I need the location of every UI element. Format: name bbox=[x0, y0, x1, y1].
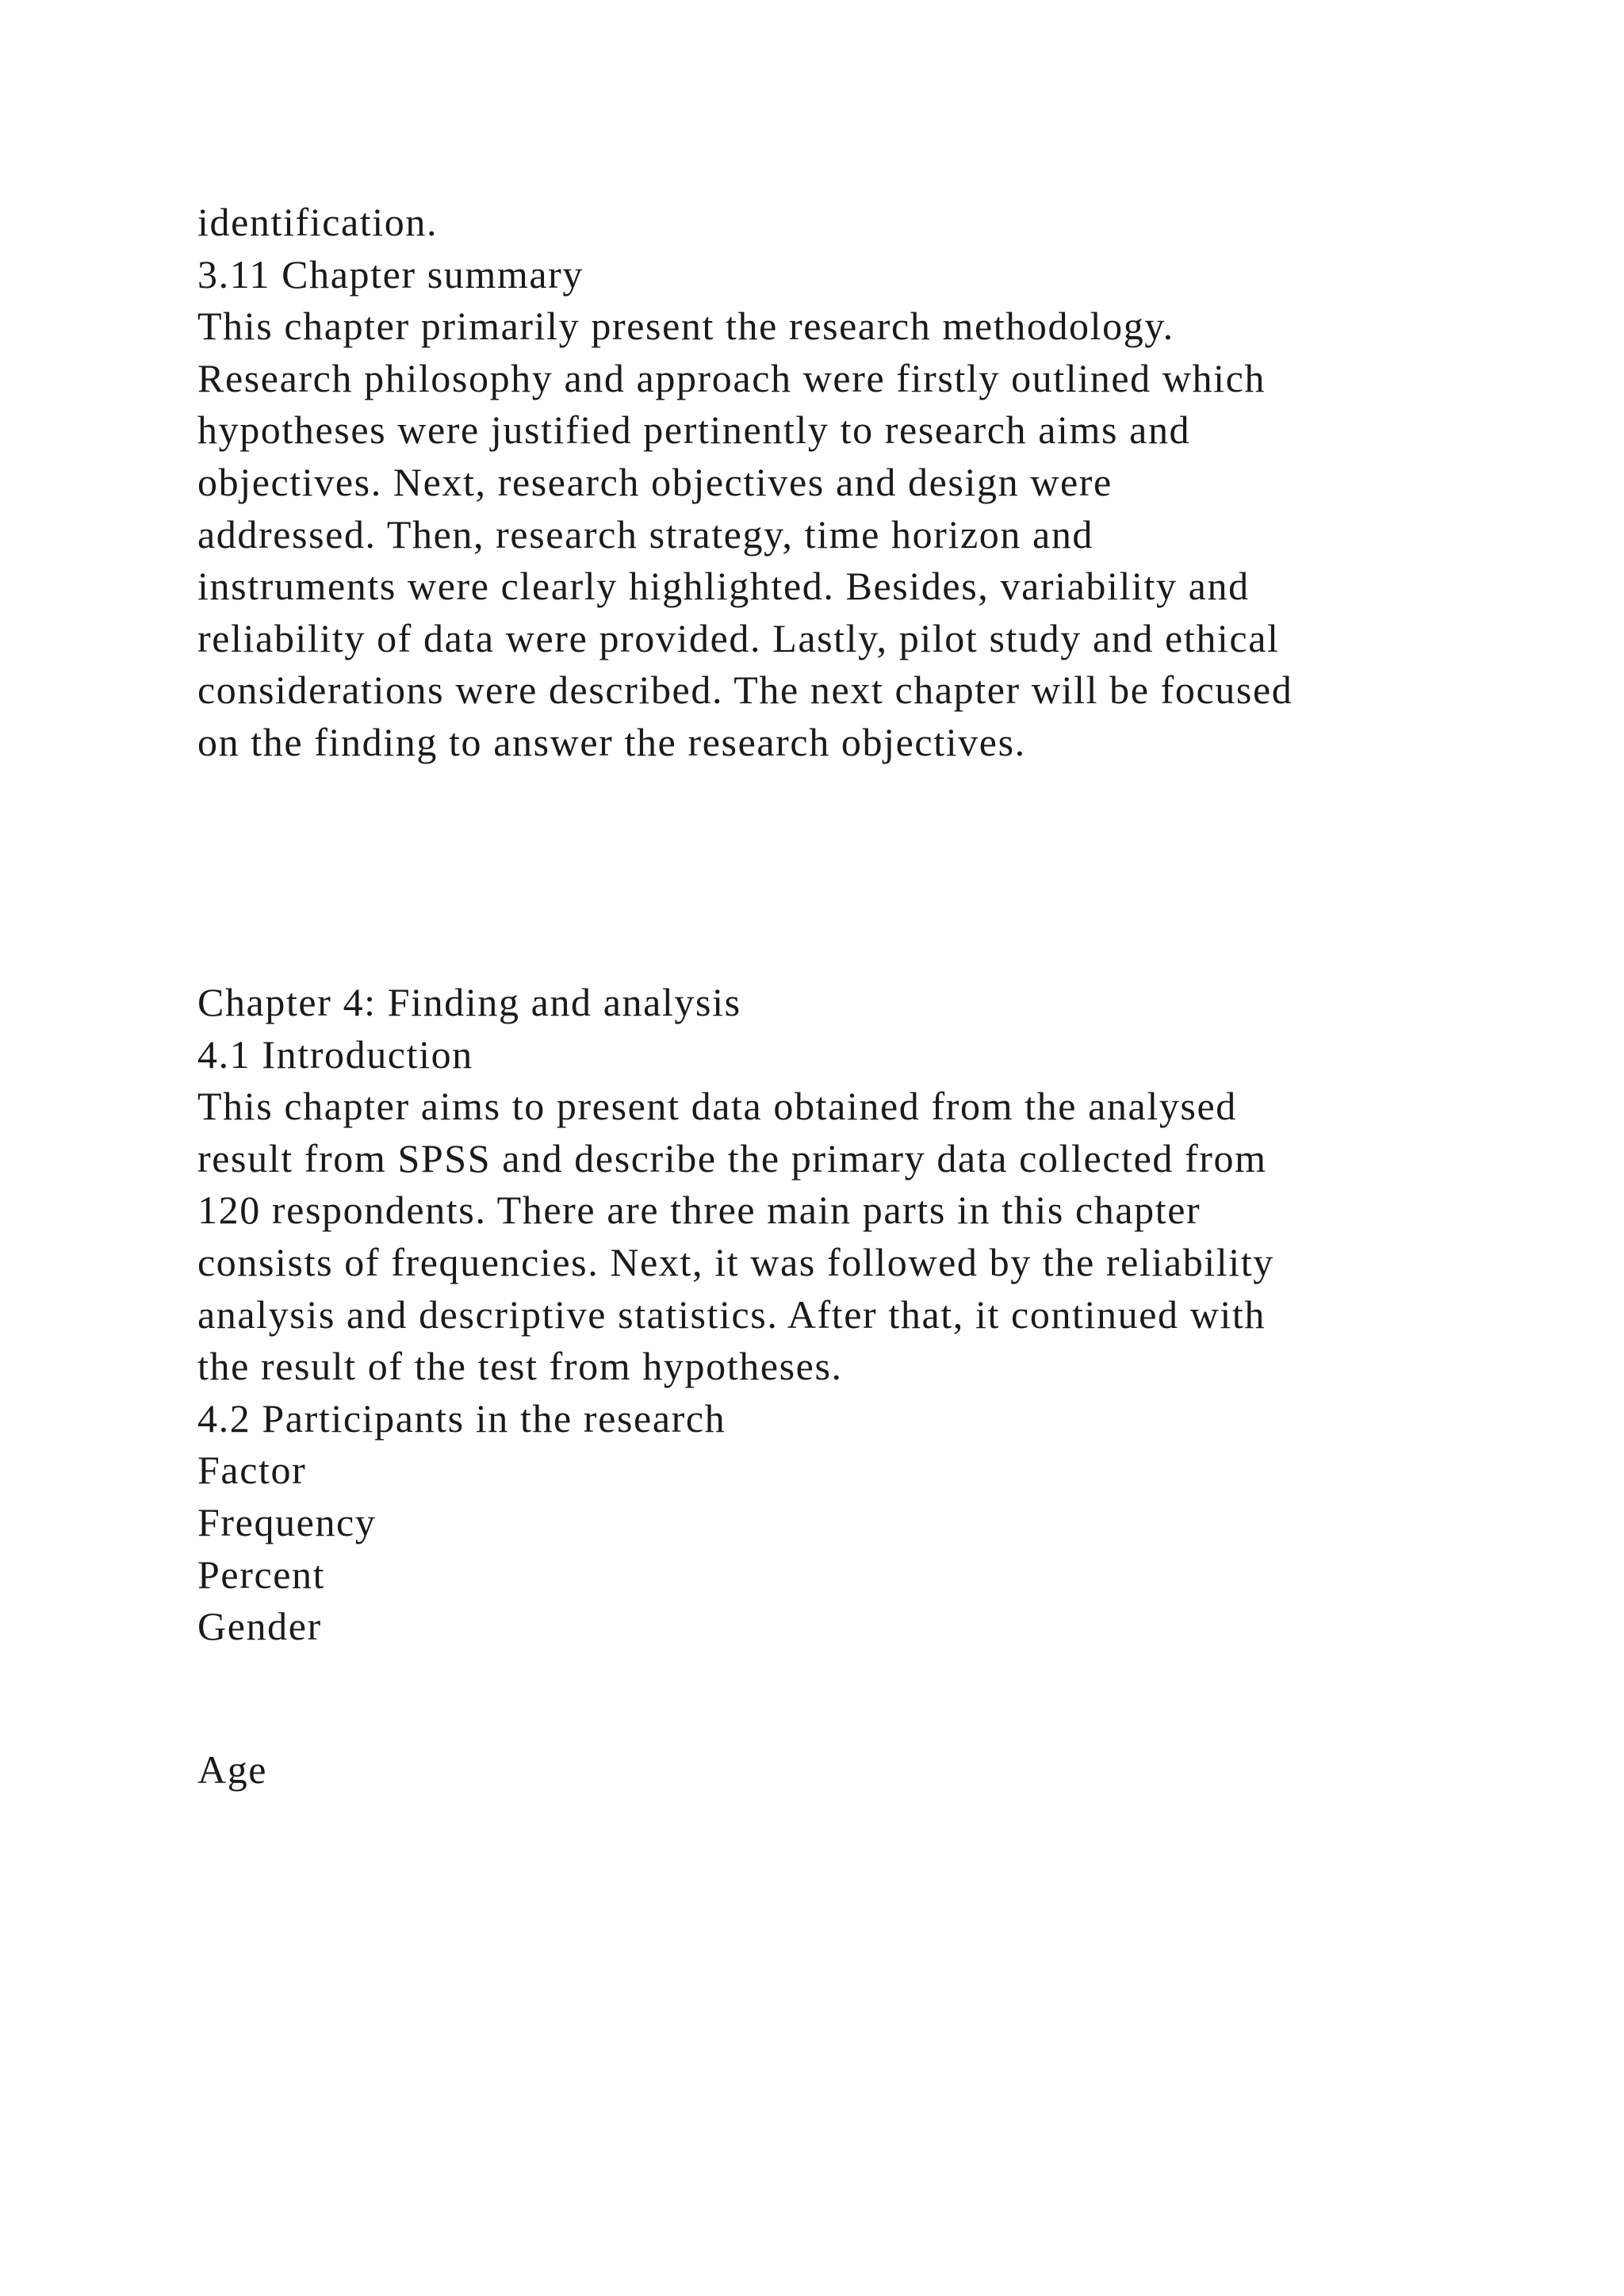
age-section bbox=[197, 1744, 1545, 1797]
text-line: addressed. Then, research strategy, time horizon and bbox=[197, 511, 1094, 557]
chapter-summary-section bbox=[197, 197, 1545, 769]
text-line: Research philosophy and approach were firstly outlined which bbox=[197, 355, 1266, 400]
text-line: analysis and descriptive statistics. After that, it continued with bbox=[197, 1292, 1266, 1337]
section-heading: 4.1 Introduction bbox=[197, 1031, 473, 1077]
table-label: Age bbox=[197, 1747, 268, 1792]
text-line: This chapter primarily present the research methodology. bbox=[197, 304, 1174, 349]
chapter-heading: Chapter 4: Finding and analysis bbox=[197, 980, 741, 1024]
chapter-4-section bbox=[197, 977, 1545, 1653]
text-line: considerations were described. The next chapter will be focused bbox=[197, 668, 1293, 713]
text-line: 120 respondents. There are three main parts in this chapter bbox=[197, 1188, 1201, 1233]
section-heading: 3.11 Chapter summary bbox=[197, 251, 584, 297]
text-line: consists of frequencies. Next, it was followed by the reliability bbox=[197, 1239, 1274, 1284]
table-label: Gender bbox=[197, 1604, 322, 1649]
table-label: Frequency bbox=[197, 1499, 377, 1544]
table-label: Factor bbox=[197, 1448, 307, 1493]
text-line: the result of the test from hypotheses. bbox=[197, 1344, 843, 1389]
text-line: hypotheses were justified pertinently to research aims and bbox=[197, 408, 1191, 453]
text-line: reliability of data were provided. Lastly, pilot study and ethical bbox=[197, 615, 1280, 660]
text-line: instruments were clearly highlighted. Besides, variability and bbox=[197, 564, 1250, 609]
text-line: identification. bbox=[197, 200, 439, 244]
text-line: on the finding to answer the research objectives. bbox=[197, 719, 1026, 764]
text-line: This chapter aims to present data obtained from the analysed bbox=[197, 1084, 1237, 1129]
text-line: objectives. Next, research objectives and design were bbox=[197, 459, 1113, 504]
section-heading: 4.2 Participants in the research bbox=[197, 1395, 726, 1441]
text-line: result from SPSS and describe the primary data collected from bbox=[197, 1135, 1267, 1181]
table-label: Percent bbox=[197, 1552, 326, 1597]
